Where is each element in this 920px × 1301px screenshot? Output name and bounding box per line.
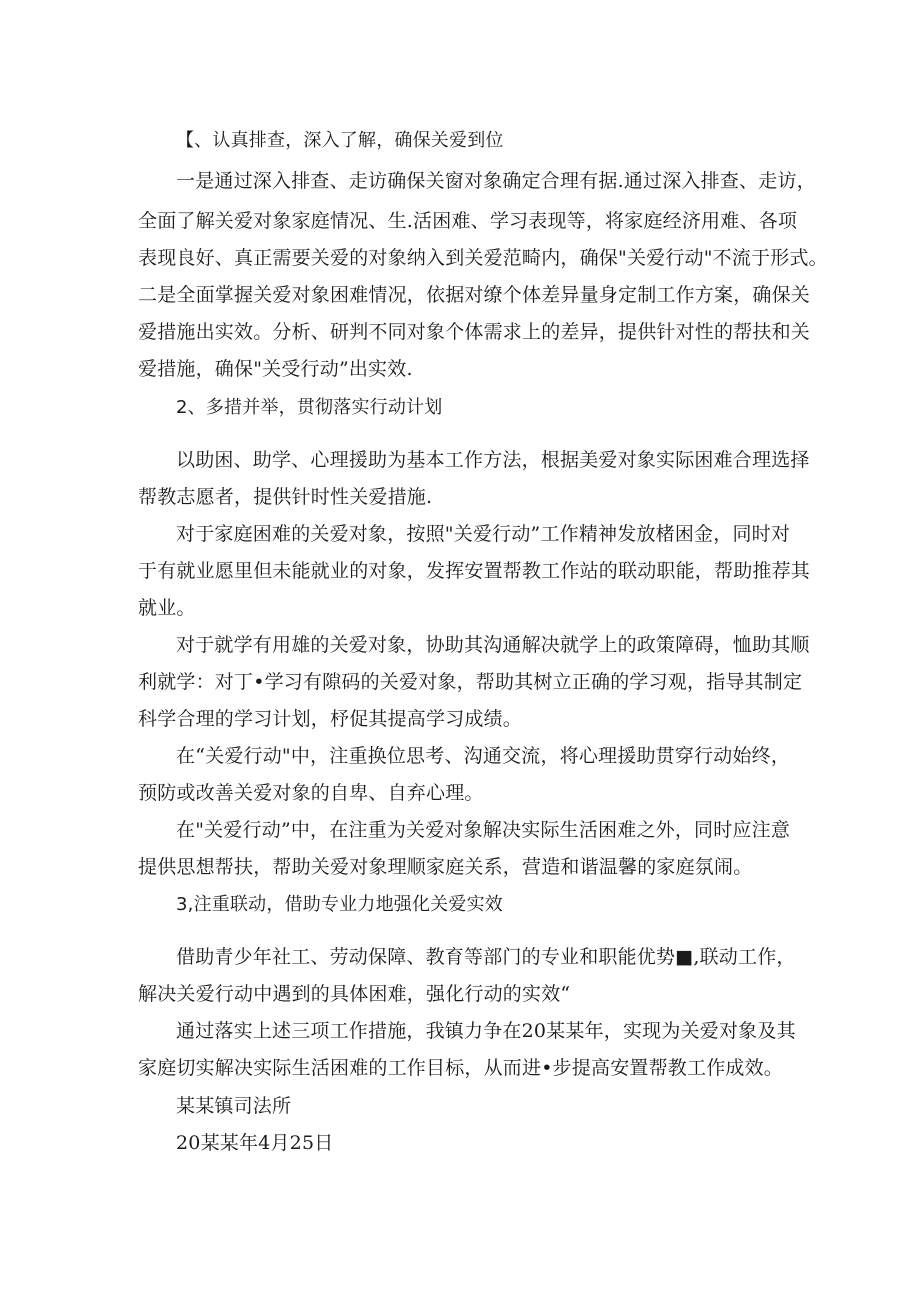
- paragraph-line: 利就学：对丁•学习有隙码的关爱对象，帮助其树立正确的学习观，指导其制定: [138, 671, 803, 693]
- paragraph-line: 在“关爱行动"中，注重换位思考、沟通交流，将心理援助贯穿行动始终，: [176, 745, 791, 767]
- paragraph-line: 二是全面掌握关爱对象困难情况，依据对缭个体差异量身定制工作方案，确保关: [138, 284, 811, 306]
- paragraph-line: 就业。: [138, 597, 196, 619]
- section-2-heading: 2、多措并举，贯彻落实行动计划: [176, 397, 443, 418]
- paragraph-line: 于有就业愿里但未能就业的对象，发挥安置帮教工作站的联动职能，帮助推荐其: [138, 560, 811, 582]
- section-3-heading: 3,注重联动，借助专业力地强化关爱实效: [176, 894, 503, 915]
- paragraph-line: 一是通过深入排查、走访确保关窗对象确定合理有据.通过深入排查、走访，: [176, 170, 816, 192]
- section-1-heading: 【、认真排查，深入了解，确保关爱到位: [176, 130, 504, 151]
- paragraph-line: 提供思想帮扶，帮助关爱对象理顺家庭关系，营造和谐温馨的家庭氛闹。: [138, 856, 753, 878]
- paragraph-line: 全面了解关爱对象家庭情况、生.活困难、学习表现等，将家庭经济用难、各项: [138, 210, 798, 232]
- paragraph-line: 预防或改善关爱对象的自卑、自弃心理。: [138, 782, 484, 804]
- paragraph-line: 借助青少年社工、劳动保障、教育等部门的专业和职能优势■,联动工作，: [176, 946, 796, 968]
- paragraph-line: 家庭切实解决实际生活困难的工作目标，从而进•步提高安置帮教工作成效。: [138, 1057, 784, 1079]
- signature: 某某镇司法所: [176, 1095, 292, 1117]
- paragraph-line: 爱措施，确保"关受行动”出实效.: [138, 358, 413, 380]
- paragraph-line: 对于就学有用雄的关爱对象，协助其沟通解决就学上的政策障碍，恤助其顺: [176, 634, 810, 656]
- paragraph-line: 爱措施出实效。分析、研判不同对象个体需求上的差异，提供针对性的帮扶和关: [138, 321, 811, 343]
- paragraph-line: 通过落实上述三项工作措施，我镇力争在20某某年，实现为关爱对象及其: [176, 1020, 796, 1042]
- document-date: 20某某年4月25日: [176, 1132, 334, 1154]
- paragraph-line: 对于家庭困难的关爱对象，按照"关爱行动”工作精神发放楮困金，同时对: [176, 523, 791, 545]
- paragraph-line: 科学合理的学习计划，杼促其提高学习成绩。: [138, 708, 523, 730]
- paragraph-line: 以助困、助学、心理援助为基本工作方法，根据美爱对象实际困难合理选择: [176, 449, 810, 471]
- paragraph-line: 表现良好、真正需要关爱的对象纳入到关爱范畸内，确保"关爱行动"不流于形式。: [138, 247, 828, 269]
- paragraph-line: 解决关爱行动中遇到的具体困难，强化行动的实效“: [138, 983, 571, 1005]
- paragraph-line: 在"关爱行动”中，在注重为关爱对象解决实际生活困难之外，同时应注意: [176, 819, 791, 841]
- paragraph-line: 帮教志愿者，提供针时性关爱措施.: [138, 486, 433, 508]
